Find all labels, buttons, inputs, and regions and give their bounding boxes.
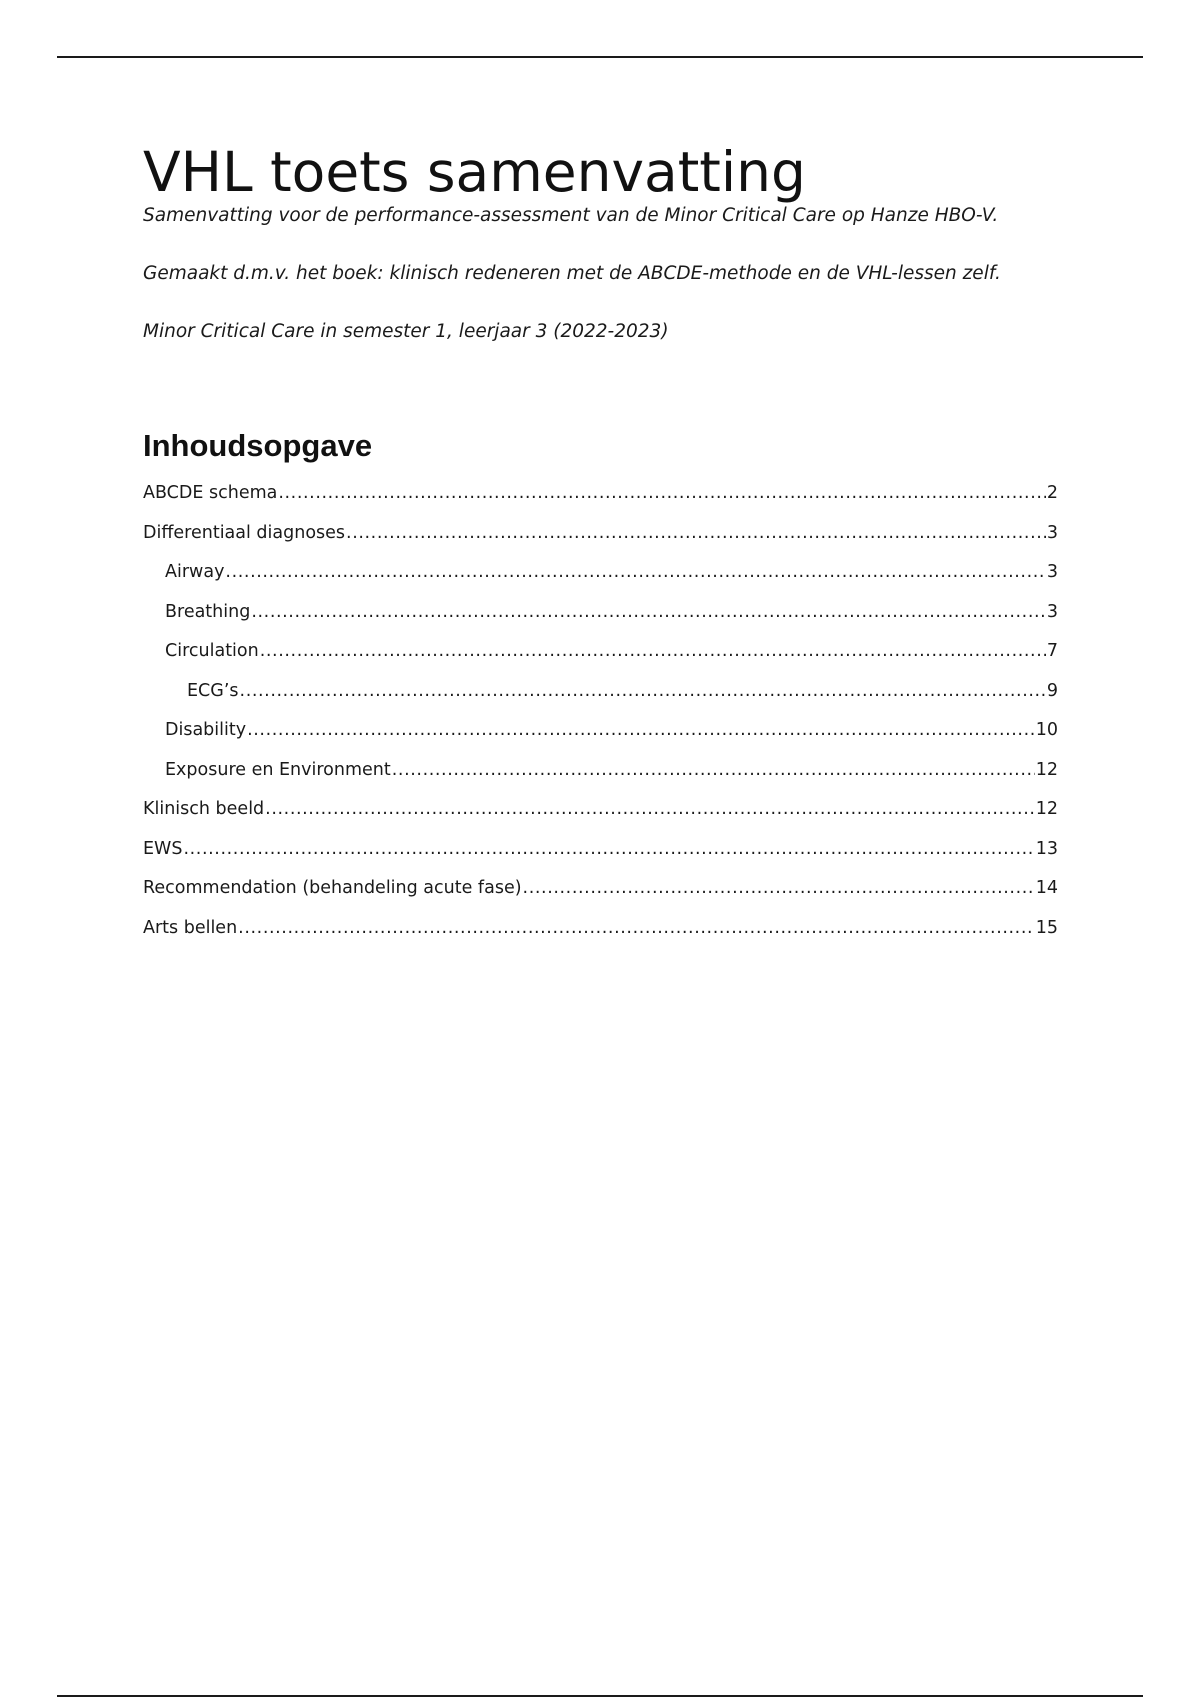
toc-entry-page: 2 xyxy=(1046,483,1058,503)
subtitle-line-2: Gemaakt d.m.v. het boek: klinisch redeneren met de ABCDE-methode en de VHL-lessen zelf. xyxy=(143,263,1001,284)
toc-dot-leader xyxy=(260,632,1046,672)
toc-heading: Inhoudsopgave xyxy=(143,428,373,463)
toc-entry-page: 14 xyxy=(1035,878,1058,898)
toc-dot-leader xyxy=(225,553,1045,593)
toc-entry-recommendation[interactable] xyxy=(143,869,1058,909)
toc-entry-exposure-en-environment[interactable] xyxy=(143,751,1058,791)
toc-entry-airway[interactable] xyxy=(143,553,1058,593)
toc-entry-label: Disability xyxy=(165,720,247,740)
toc-dot-leader xyxy=(251,593,1046,633)
toc-entry-label: Differentiaal diagnoses xyxy=(143,522,346,543)
toc-entry-page: 3 xyxy=(1046,601,1058,622)
toc-entry-differentiaal-diagnoses[interactable] xyxy=(143,514,1058,554)
toc-entry-page: 15 xyxy=(1035,917,1058,938)
toc-entry-page: 12 xyxy=(1035,759,1058,780)
toc-entry-page: 7 xyxy=(1046,641,1058,661)
toc-entry-label: Arts bellen xyxy=(143,917,238,938)
header-rule xyxy=(57,56,1143,58)
toc-entry-label: Breathing xyxy=(165,601,251,622)
toc-entry-klinisch-beeld[interactable] xyxy=(143,790,1058,830)
table-of-contents xyxy=(143,474,1058,948)
toc-entry-page: 12 xyxy=(1035,799,1058,819)
toc-dot-leader xyxy=(523,869,1035,909)
toc-entry-label: Recommendation (behandeling acute fase) xyxy=(143,878,522,898)
toc-entry-ecgs[interactable] xyxy=(143,672,1058,712)
subtitle-line-1: Samenvatting voor de performance-assessment van de Minor Critical Care op Hanze HBO-V. xyxy=(143,205,999,226)
toc-entry-label: Exposure en Environment xyxy=(165,759,391,780)
footer-rule xyxy=(57,1695,1143,1697)
toc-dot-leader xyxy=(392,751,1035,791)
toc-dot-leader xyxy=(238,909,1035,949)
toc-dot-leader xyxy=(265,790,1035,830)
toc-entry-page: 10 xyxy=(1035,720,1058,740)
toc-entry-abcde-schema[interactable] xyxy=(143,474,1058,514)
page-content xyxy=(143,140,1058,948)
toc-entry-label: EWS xyxy=(143,838,183,859)
toc-entry-label: ABCDE schema xyxy=(143,483,278,503)
toc-entry-label: Airway xyxy=(165,562,225,582)
subtitle-line-3: Minor Critical Care in semester 1, leerjaar 3 (2022-2023) xyxy=(143,321,669,342)
toc-entry-circulation[interactable] xyxy=(143,632,1058,672)
toc-dot-leader xyxy=(346,514,1046,554)
document-title: VHL toets samenvatting xyxy=(143,140,806,204)
toc-entry-label: Circulation xyxy=(165,641,259,661)
toc-entry-breathing[interactable] xyxy=(143,593,1058,633)
toc-entry-arts-bellen[interactable] xyxy=(143,909,1058,949)
toc-dot-leader xyxy=(183,830,1034,870)
toc-entry-page: 13 xyxy=(1035,838,1058,859)
toc-entry-label: ECG’s xyxy=(187,680,239,701)
toc-entry-page: 9 xyxy=(1046,680,1058,701)
toc-dot-leader xyxy=(240,672,1046,712)
toc-entry-page: 3 xyxy=(1046,522,1058,543)
toc-entry-disability[interactable] xyxy=(143,711,1058,751)
toc-entry-ews[interactable] xyxy=(143,830,1058,870)
toc-dot-leader xyxy=(247,711,1035,751)
toc-dot-leader xyxy=(278,474,1046,514)
toc-entry-label: Klinisch beeld xyxy=(143,799,265,819)
toc-entry-page: 3 xyxy=(1046,562,1058,582)
